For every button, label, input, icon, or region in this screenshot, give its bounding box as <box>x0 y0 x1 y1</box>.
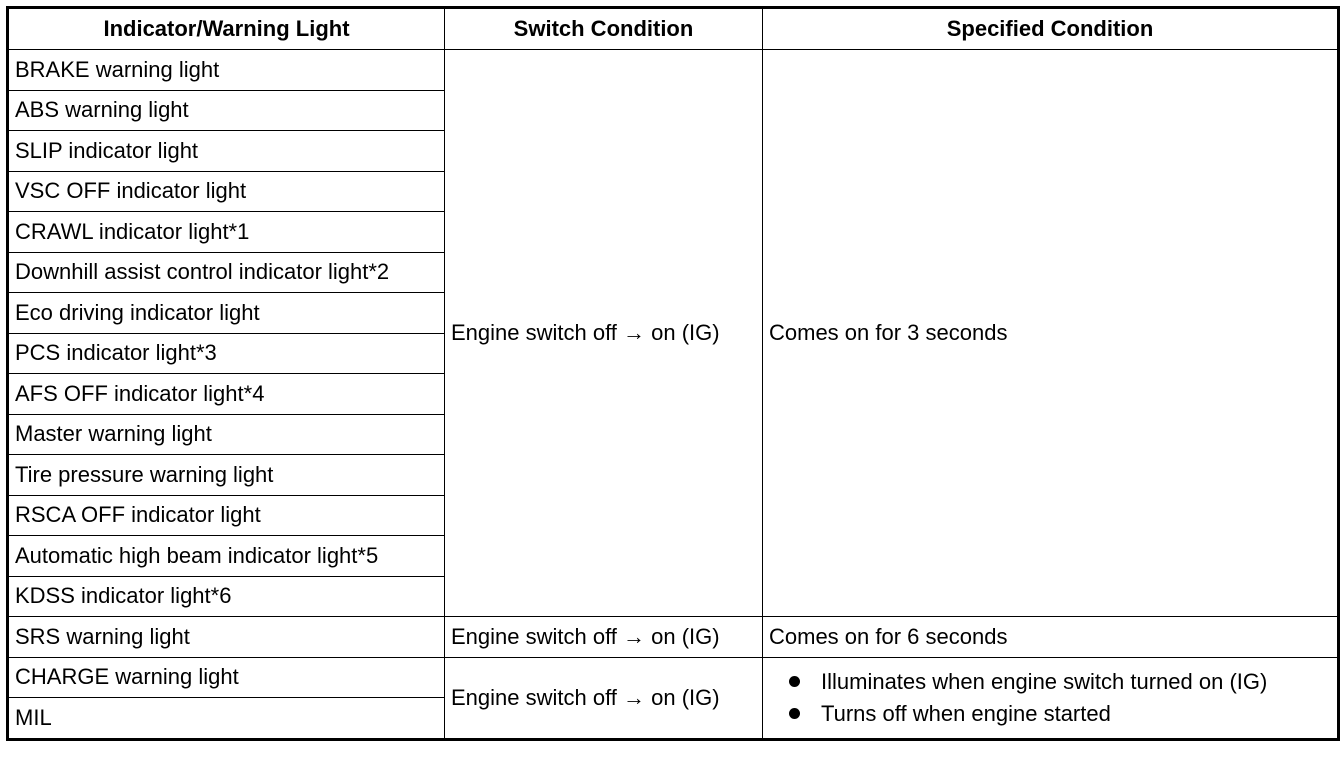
bullet-icon <box>789 708 800 719</box>
condition-bullet-list <box>769 666 1331 730</box>
header-indicator: Indicator/Warning Light <box>8 8 445 50</box>
bullet-icon <box>789 676 800 687</box>
specified-condition-cell <box>763 657 1339 739</box>
light-name-cell: RSCA OFF indicator light <box>8 495 445 536</box>
table-row <box>8 50 1339 91</box>
light-name-cell: Automatic high beam indicator light*5 <box>8 536 445 577</box>
light-name-cell: SLIP indicator light <box>8 131 445 172</box>
light-name-cell: CHARGE warning light <box>8 657 445 698</box>
light-name-cell: VSC OFF indicator light <box>8 171 445 212</box>
light-name-cell: CRAWL indicator light*1 <box>8 212 445 253</box>
header-row <box>8 8 1339 50</box>
list-item <box>789 698 1331 730</box>
switch-condition-cell: Engine switch off → on (IG) <box>445 50 763 617</box>
indicator-table <box>6 6 1340 741</box>
light-name-cell: PCS indicator light*3 <box>8 333 445 374</box>
light-name-cell: ABS warning light <box>8 90 445 131</box>
light-name-cell: AFS OFF indicator light*4 <box>8 374 445 415</box>
switch-condition-cell: Engine switch off → on (IG) <box>445 617 763 658</box>
light-name-cell: SRS warning light <box>8 617 445 658</box>
switch-condition-cell: Engine switch off → on (IG) <box>445 657 763 739</box>
list-item <box>789 666 1331 698</box>
light-name-cell: MIL <box>8 698 445 740</box>
header-switch-condition: Switch Condition <box>445 8 763 50</box>
light-name-cell: Downhill assist control indicator light*2 <box>8 252 445 293</box>
specified-condition-cell: Comes on for 6 seconds <box>763 617 1339 658</box>
light-name-cell: Master warning light <box>8 414 445 455</box>
table-wrapper <box>6 6 1340 741</box>
table-row <box>8 617 1339 658</box>
table-row <box>8 657 1339 698</box>
light-name-cell: Tire pressure warning light <box>8 455 445 496</box>
light-name-cell: KDSS indicator light*6 <box>8 576 445 617</box>
header-specified-condition: Specified Condition <box>763 8 1339 50</box>
specified-condition-cell: Comes on for 3 seconds <box>763 50 1339 617</box>
bullet-text: Turns off when engine started <box>821 700 1111 726</box>
light-name-cell: BRAKE warning light <box>8 50 445 91</box>
light-name-cell: Eco driving indicator light <box>8 293 445 334</box>
bullet-text: Illuminates when engine switch turned on (IG) <box>821 668 1268 694</box>
